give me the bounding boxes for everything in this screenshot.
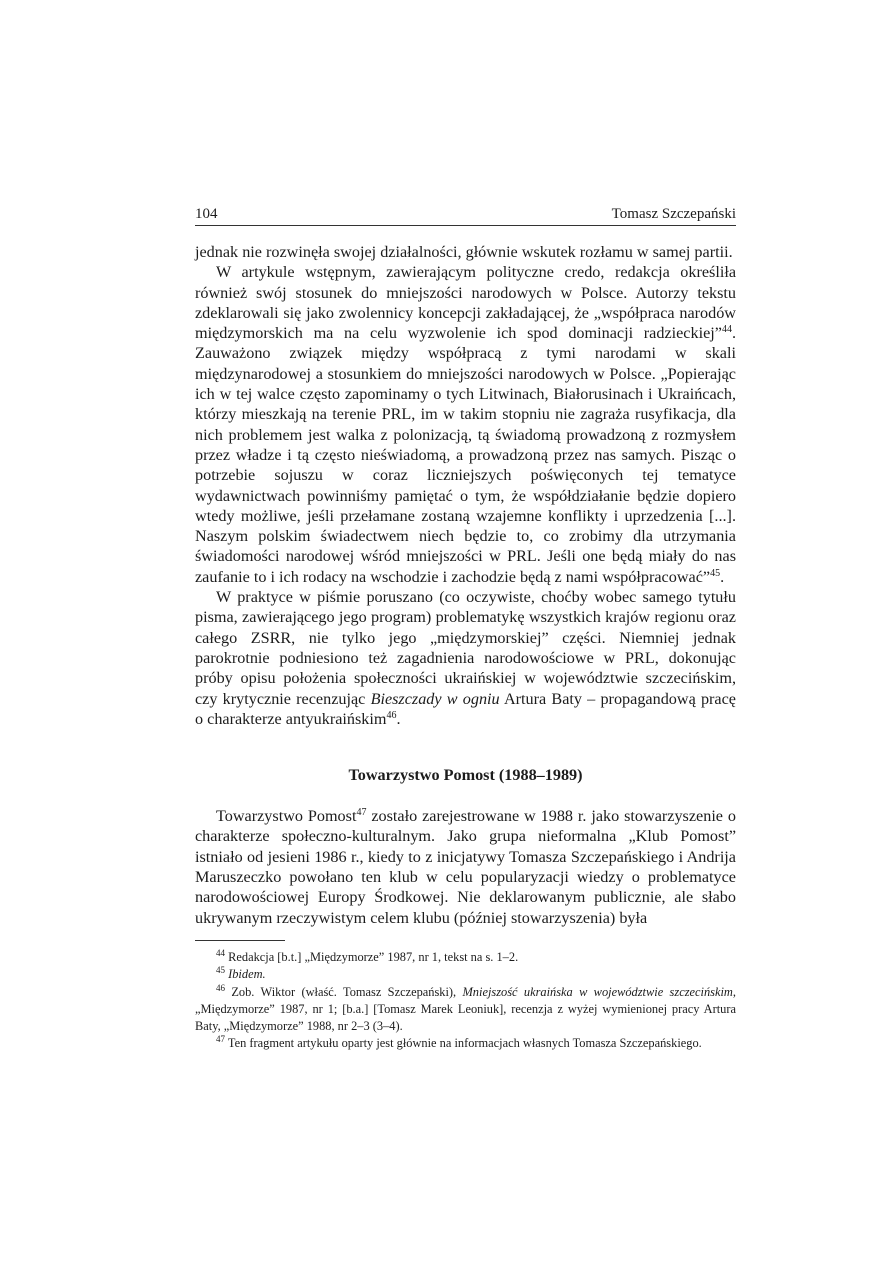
footnote-divider (195, 940, 285, 941)
section-heading: Towarzystwo Pomost (1988–1989) (348, 766, 583, 785)
book-page (195, 203, 736, 1053)
paragraph-pomost: Towarzystwo Pomost$^{47}$ zostało zarejestrowane w 1988 r. jako stowarzyszenie o charakterze społeczno-kulturalnym. Jako grupa nieformalna „Klub Pomost” istniało od jesieni 1986 r., kiedy to z inicjatywy Tomasza Szczepańskiego i Andrija Maruszeczko powołano ten klub w celu popularyzacji wiedzy o problematyce narodowościowej Europy Środkowej. Nie deklarowanym publicznie, ale słabo ukrywanym rzeczywistym celem klubu (później stowarzyszenia) była (195, 807, 736, 927)
footnote-ref-44: 44 (721, 324, 732, 336)
running-header (195, 203, 736, 226)
footnote-46: $^{46}$ Zob. Wiktor (właść. Tomasz Szczepański), Mniejszość ukraińska w województwie szczecińskim, „Międzymorze” 1987, nr 1; [b.a.] [Tomasz Marek Leoniuk], recenzja z wyżej wymienionej pracy Artura Baty, „Międzymorze” 1988, nr 2–3 (3–4). (195, 982, 736, 1034)
footnote-ref-45: 45 (710, 567, 721, 579)
footnote-44: $^{44}$ Redakcja [b.t.] „Międzymorze” 1987, nr 1, tekst na s. 1–2. (216, 947, 519, 964)
footnote-ref-47: 47 (356, 807, 367, 819)
footnote-45: $^{45}$ Ibidem. (216, 965, 266, 982)
running-head-author: Tomasz Szczepański (611, 206, 736, 222)
book-title-italic: Bieszczady w ogniu (370, 689, 500, 708)
paragraph-practice: W praktyce w piśmie poruszano (co oczywiste, choćby wobec samego tytułu pisma, zawierającego jego program) problematykę wszystkich krajów regionu oraz całego ZSRR, nie tylko jego „międzymorskiej” części. Niemniej jednak parokrotnie podniesiono też zagadnienia narodowościowe w PRL, dokonując próby opisu położenia społeczności ukraińskiej w województwie szczecińskim, czy krytycznie recenzując Bieszczady w ogniu Artura Baty – propagandową pracę o charakterze antyukraińskim$^{46}$. (195, 588, 736, 728)
paragraph-editorial-credo: W artykule wstępnym, zawierającym polityczne credo, redakcja określiła również swój stosunek do mniejszości narodowych w Polsce. Autorzy tekstu zdeklarowali się jako zwolennicy koncepcji zakładającej, że „współpraca narodów międzymorskich ma na celu wyzwolenie ich spod dominacji radzieckiej”$^{44}$. Zauważono związek między współpracą z tymi narodami w skali międzynarodowej a stosunkiem do mniejszości narodowych w Polsce. „Popierając ich w tej walce często zapominamy o tych Litwinach, Białorusinach i Ukraińcach, którzy mieszkają na terenie PRL, im w takim stopniu nie zagraża rusyfikacja, dla nich problemem jest walka z polonizacją, tą świadomą prowadzoną z rozmysłem przez władze i tą często nieświadomą, a prowadzoną przez nas samych. Pisząc o potrzebie sojuszu w coraz liczniejszych poświęconych tej tematyce wydawnictwach powinniśmy pamiętać o tym, że współdziałanie będzie dopiero wtedy możliwe, jeśli przełamane zostaną wzajemne konflikty i uprzedzenia [...]. Naszym polskim świadectwem niech będzie to, co zrobimy dla utrzymania świadomości narodowej wśród mniejszości w PRL. Jeśli one będą miały do nas zaufanie to i ich rodacy na wschodzie i zachodzie będą z nami współpracować”$^{45}$. (195, 263, 736, 586)
main-text (195, 242, 736, 928)
paragraph-continuation: jednak nie rozwinęła swojej działalności, głównie wskutek rozłamu w samej partii. (195, 243, 733, 261)
footnote-ref-46: 46 (386, 709, 397, 721)
footnotes (195, 949, 736, 1053)
footnote-47: $^{47}$ Ten fragment artykułu oparty jest głównie na informacjach własnych Tomasza Szczepańskiego. (216, 1034, 702, 1051)
page-number: 104 (195, 206, 218, 222)
